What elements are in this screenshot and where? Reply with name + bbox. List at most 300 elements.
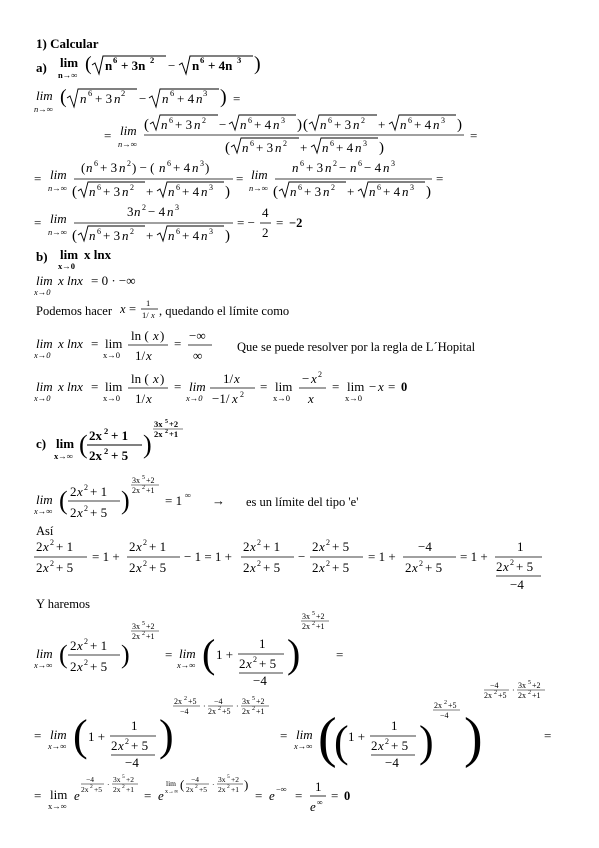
- svg-text:+5: +5: [448, 701, 457, 710]
- svg-text:lim: lim: [50, 787, 68, 802]
- svg-text:∞: ∞: [193, 348, 203, 363]
- svg-text:2: 2: [510, 558, 514, 567]
- svg-text:x: x: [43, 539, 49, 554]
- svg-text:) − (: ) − (: [132, 160, 155, 175]
- svg-text:1: 1: [391, 718, 398, 733]
- svg-text:x: x: [151, 310, 155, 320]
- svg-text:x: x: [250, 539, 256, 554]
- svg-text:lim: lim: [36, 88, 53, 103]
- svg-text:−4: −4: [125, 755, 139, 770]
- part-c-line-2: [34, 537, 554, 593]
- svg-text:6: 6: [97, 227, 101, 236]
- svg-text:+ 5: + 5: [391, 738, 409, 753]
- svg-text:+2: +2: [146, 622, 155, 631]
- svg-text:x→0: x→0: [34, 287, 51, 297]
- svg-text:1 +: 1 +: [348, 729, 366, 744]
- svg-text:2: 2: [239, 656, 246, 671]
- svg-text:=: =: [276, 215, 284, 230]
- svg-text:x: x: [153, 328, 159, 343]
- svg-text:+1: +1: [146, 632, 155, 641]
- svg-text:(: (: [144, 117, 149, 133]
- part-c-line-5: [34, 772, 414, 816]
- svg-text:2x: 2x: [484, 691, 492, 700]
- svg-text:x→∞: x→∞: [165, 789, 179, 795]
- svg-text:n: n: [240, 117, 247, 132]
- svg-text:·: ·: [512, 686, 515, 695]
- svg-text:2: 2: [70, 638, 77, 653]
- svg-text:+: +: [300, 140, 308, 155]
- svg-text:x: x: [118, 738, 124, 753]
- svg-text:2: 2: [283, 139, 287, 148]
- svg-text:−: −: [369, 379, 377, 394]
- svg-text:+ 5: + 5: [111, 448, 129, 463]
- svg-text:n: n: [89, 228, 96, 243]
- svg-text:3: 3: [200, 159, 204, 168]
- part-a-step-4: [34, 201, 334, 249]
- part-b-label: b): [36, 249, 48, 264]
- svg-text:+5: +5: [94, 785, 102, 794]
- svg-text:1: 1: [315, 779, 322, 794]
- svg-text:2x: 2x: [434, 701, 442, 710]
- svg-text:(: (: [303, 117, 308, 133]
- svg-text:n: n: [201, 228, 208, 243]
- svg-text:+5: +5: [498, 691, 507, 700]
- svg-text:n: n: [201, 184, 208, 199]
- svg-text:+2: +2: [316, 612, 325, 621]
- svg-text:(: (: [72, 228, 77, 244]
- svg-text:n: n: [86, 160, 93, 175]
- svg-text:1 +: 1 +: [216, 647, 234, 662]
- svg-text:=: =: [295, 788, 303, 803]
- svg-text:= 1 +: = 1 +: [368, 549, 396, 564]
- svg-text:x: x: [246, 656, 252, 671]
- svg-text:2: 2: [104, 426, 109, 436]
- svg-text:n→∞: n→∞: [48, 183, 67, 193]
- svg-text:x→∞: x→∞: [54, 451, 73, 461]
- svg-text:∞: ∞: [317, 798, 323, 807]
- svg-text:6: 6: [328, 116, 332, 125]
- svg-text:x: x: [146, 391, 152, 406]
- svg-text:2: 2: [70, 505, 77, 520]
- svg-text:(: (: [59, 640, 68, 669]
- svg-text:=: =: [34, 171, 42, 186]
- svg-text:5: 5: [165, 419, 168, 425]
- svg-text:x→0: x→0: [58, 261, 75, 271]
- svg-text:2: 2: [165, 429, 168, 435]
- svg-text:3: 3: [209, 227, 213, 236]
- svg-text:2: 2: [405, 560, 412, 575]
- svg-text:+1: +1: [532, 691, 541, 700]
- svg-text:2: 2: [419, 559, 423, 568]
- svg-text:= −: = −: [237, 215, 255, 230]
- svg-text:=: =: [144, 788, 152, 803]
- svg-text:lim: lim: [105, 336, 123, 351]
- svg-text:=: =: [233, 91, 241, 106]
- svg-text:+ 4: + 4: [336, 140, 354, 155]
- svg-text:1: 1: [517, 539, 524, 554]
- svg-text:x lnx: x lnx: [58, 336, 83, 351]
- part-c-line-3: [34, 607, 364, 687]
- svg-text:3x: 3x: [218, 775, 226, 784]
- svg-text:·: ·: [107, 780, 110, 789]
- svg-text:− 4: − 4: [364, 160, 382, 175]
- svg-text:2: 2: [385, 737, 389, 746]
- svg-text:+1: +1: [169, 429, 179, 439]
- svg-text:n: n: [192, 160, 199, 175]
- svg-text:5: 5: [312, 611, 315, 617]
- svg-text:=: =: [260, 379, 268, 394]
- svg-text:n: n: [114, 91, 121, 106]
- svg-text:n: n: [168, 228, 175, 243]
- svg-text:6: 6: [300, 159, 304, 168]
- svg-text:6: 6: [250, 139, 254, 148]
- svg-text:−4: −4: [490, 681, 499, 690]
- svg-text:3x: 3x: [113, 775, 121, 784]
- svg-text:n: n: [80, 91, 87, 106]
- svg-text:+1: +1: [231, 785, 239, 794]
- svg-text:(: (: [318, 707, 337, 769]
- svg-text:+ 4: + 4: [414, 117, 432, 132]
- svg-text:): ): [225, 228, 230, 244]
- svg-text:1: 1: [259, 636, 266, 651]
- svg-text:+ 1: + 1: [263, 539, 281, 554]
- svg-text:lim: lim: [50, 167, 67, 182]
- svg-text:(: (: [73, 711, 88, 760]
- svg-text:−1/: −1/: [212, 391, 230, 406]
- svg-text:4: 4: [262, 205, 269, 220]
- svg-text:2: 2: [361, 116, 365, 125]
- svg-text:lim: lim: [179, 646, 196, 661]
- svg-text:+ 3n: + 3n: [121, 58, 146, 73]
- svg-text:lim: lim: [60, 55, 79, 70]
- svg-text:+5: +5: [188, 697, 197, 706]
- svg-text:lim: lim: [166, 779, 177, 788]
- svg-text:x→∞: x→∞: [48, 741, 67, 751]
- svg-text:1/: 1/: [135, 348, 146, 363]
- svg-text:(: (: [180, 777, 185, 792]
- svg-text:n: n: [273, 117, 280, 132]
- svg-text:x: x: [136, 539, 142, 554]
- svg-text:+1: +1: [126, 785, 134, 794]
- svg-text:): ): [297, 117, 302, 133]
- svg-text:+ 5: + 5: [90, 659, 108, 674]
- svg-text:2: 2: [240, 390, 244, 399]
- svg-text:3x: 3x: [302, 612, 310, 621]
- svg-text:6: 6: [94, 159, 98, 168]
- svg-text:3x: 3x: [242, 697, 250, 706]
- part-a-statement: [58, 52, 278, 82]
- part-c-line-4: [34, 678, 594, 778]
- svg-text:6: 6: [167, 159, 171, 168]
- svg-text:lim: lim: [36, 336, 53, 351]
- svg-text:+ 1: + 1: [56, 539, 74, 554]
- svg-text:−4: −4: [440, 711, 449, 720]
- svg-text:2x: 2x: [174, 697, 182, 706]
- part-a-step-2: [104, 113, 484, 161]
- svg-text:x: x: [319, 560, 325, 575]
- svg-text:=: =: [236, 171, 244, 186]
- part-b-line-1: [34, 272, 174, 298]
- svg-text:−4: −4: [180, 707, 189, 716]
- svg-text:−: −: [219, 117, 227, 132]
- svg-text:+ 4: + 4: [182, 184, 200, 199]
- part-b-result: 0: [401, 380, 408, 394]
- part-b-text-1-tail: , quedando el límite como: [159, 304, 290, 318]
- svg-text:−4: −4: [191, 775, 199, 784]
- svg-text:2: 2: [257, 559, 261, 568]
- svg-text:+ 5: + 5: [425, 560, 443, 575]
- svg-text:6: 6: [113, 55, 118, 65]
- svg-text:2: 2: [318, 370, 322, 379]
- svg-text:2x: 2x: [154, 429, 163, 439]
- svg-text:2: 2: [496, 559, 503, 574]
- svg-text:2: 2: [326, 538, 330, 547]
- svg-text:x: x: [136, 560, 142, 575]
- svg-text:x→0: x→0: [34, 350, 51, 360]
- svg-text:n: n: [105, 58, 113, 73]
- svg-text:x: x: [250, 560, 256, 575]
- part-a-step-1: [34, 84, 274, 116]
- svg-text:+ 4: + 4: [254, 117, 272, 132]
- svg-text:): ): [160, 328, 165, 343]
- svg-text:n: n: [322, 140, 329, 155]
- svg-text:5: 5: [142, 621, 145, 627]
- part-c-y-haremos: Y haremos: [36, 597, 91, 611]
- svg-text:2: 2: [127, 159, 131, 168]
- svg-text:−4: −4: [86, 775, 94, 784]
- exercise-heading: 1) Calcular: [36, 36, 99, 51]
- svg-text:n: n: [162, 91, 169, 106]
- svg-text:x lnx: x lnx: [84, 247, 112, 262]
- svg-text:x: x: [308, 391, 314, 406]
- svg-text:2: 2: [444, 700, 447, 706]
- svg-text:n: n: [290, 184, 297, 199]
- svg-text:n: n: [292, 160, 299, 175]
- svg-text:+2: +2: [532, 681, 541, 690]
- svg-text:(: (: [273, 184, 278, 200]
- svg-text:+ 4: + 4: [173, 160, 191, 175]
- svg-text:n: n: [134, 204, 141, 219]
- svg-text:x: x: [234, 371, 240, 386]
- svg-text:2: 2: [36, 539, 43, 554]
- svg-text:2: 2: [50, 559, 54, 568]
- part-b-statement: [58, 246, 138, 272]
- svg-text:n: n: [400, 117, 407, 132]
- svg-text:x→0: x→0: [273, 393, 290, 403]
- svg-text:=: =: [165, 647, 173, 662]
- svg-text:n: n: [161, 117, 168, 132]
- svg-text:n: n: [196, 91, 203, 106]
- svg-text:lim: lim: [105, 379, 123, 394]
- svg-text:+: +: [378, 117, 386, 132]
- svg-text:+ 1: + 1: [90, 638, 108, 653]
- svg-text:+2: +2: [256, 697, 265, 706]
- svg-text:n: n: [119, 160, 126, 175]
- svg-text:): ): [457, 117, 462, 133]
- svg-text:+ 3: + 3: [100, 160, 118, 175]
- part-b-comment: Que se puede resolver por la regla de L´Hopital: [237, 340, 476, 354]
- svg-text:=: =: [436, 171, 444, 186]
- svg-text:lim: lim: [36, 492, 53, 507]
- svg-text:5: 5: [252, 696, 255, 702]
- svg-text:−: −: [302, 371, 310, 386]
- svg-text:−: −: [168, 58, 176, 73]
- svg-text:6: 6: [97, 183, 101, 192]
- svg-text:2: 2: [142, 631, 145, 637]
- svg-text:2: 2: [84, 637, 88, 646]
- svg-text:x: x: [77, 638, 83, 653]
- svg-text:+ 5: + 5: [332, 539, 350, 554]
- svg-text:n: n: [355, 140, 362, 155]
- svg-text:6: 6: [176, 183, 180, 192]
- svg-text:2: 2: [333, 159, 337, 168]
- svg-text:2: 2: [528, 690, 531, 696]
- svg-text:=: =: [104, 128, 112, 143]
- svg-text:ln (: ln (: [131, 328, 149, 343]
- svg-text:n→∞: n→∞: [118, 139, 137, 149]
- svg-text:1: 1: [131, 718, 138, 733]
- svg-text:e: e: [269, 788, 275, 803]
- svg-text:x lnx: x lnx: [58, 273, 83, 288]
- svg-text:n: n: [168, 184, 175, 199]
- svg-text:lim: lim: [50, 727, 67, 742]
- svg-text:(: (: [59, 486, 68, 515]
- svg-text:6: 6: [298, 183, 302, 192]
- svg-text:lim: lim: [296, 727, 313, 742]
- svg-text:+: +: [347, 184, 355, 199]
- svg-text:2x: 2x: [89, 448, 102, 463]
- svg-text:ln (: ln (: [131, 371, 149, 386]
- svg-text:x: x: [146, 348, 152, 363]
- svg-text:−4: −4: [214, 697, 223, 706]
- svg-text:n: n: [242, 140, 249, 155]
- part-c-result: 0: [344, 789, 351, 803]
- svg-text:2: 2: [326, 559, 330, 568]
- svg-text:x: x: [43, 560, 49, 575]
- svg-text:1/: 1/: [223, 371, 234, 386]
- svg-text:+ 3: + 3: [306, 160, 324, 175]
- svg-text:−4: −4: [510, 577, 524, 592]
- svg-text:6: 6: [176, 227, 180, 236]
- svg-text:+ 5: + 5: [263, 560, 281, 575]
- svg-text:x: x: [503, 559, 509, 574]
- svg-text:=: =: [34, 215, 42, 230]
- part-b-text-1: Podemos hacer: [36, 304, 113, 318]
- svg-text:6: 6: [170, 88, 175, 98]
- svg-text:+ 5: + 5: [516, 559, 534, 574]
- svg-text:x→0: x→0: [186, 393, 203, 403]
- svg-text:1/: 1/: [142, 310, 149, 320]
- svg-text:e: e: [74, 788, 80, 803]
- part-c-arrow: →: [212, 493, 225, 508]
- svg-text:x→0: x→0: [34, 393, 51, 403]
- svg-text:): ): [254, 53, 261, 75]
- svg-text:3: 3: [281, 116, 285, 125]
- svg-text:3: 3: [127, 204, 134, 219]
- svg-text:): ): [225, 184, 230, 200]
- svg-text:2: 2: [253, 655, 257, 664]
- svg-text:x: x: [232, 391, 238, 406]
- svg-text:∞: ∞: [185, 490, 192, 500]
- svg-text:3x: 3x: [154, 419, 163, 429]
- svg-text:e: e: [310, 799, 316, 814]
- svg-text:=: =: [331, 788, 339, 803]
- svg-text:−: −: [298, 549, 306, 564]
- svg-text:1: 1: [146, 298, 151, 308]
- svg-text:): ): [205, 160, 210, 175]
- svg-text:=: =: [470, 128, 478, 143]
- svg-text:+2: +2: [231, 775, 239, 784]
- svg-text:3: 3: [363, 139, 367, 148]
- svg-text:): ): [143, 430, 152, 459]
- svg-text:2: 2: [494, 690, 497, 696]
- svg-text:=: =: [388, 379, 396, 394]
- svg-text:n: n: [192, 58, 200, 73]
- svg-text:·: ·: [203, 702, 206, 711]
- svg-text:6: 6: [408, 116, 412, 125]
- svg-text:(: (: [334, 717, 349, 766]
- svg-text:n: n: [167, 204, 174, 219]
- svg-text:lim: lim: [60, 247, 79, 262]
- svg-text:2: 2: [121, 88, 126, 98]
- svg-text:2: 2: [227, 784, 230, 790]
- svg-text:−∞: −∞: [189, 328, 206, 343]
- svg-text:2: 2: [122, 784, 125, 790]
- svg-text:): ): [419, 717, 434, 766]
- svg-text:+1: +1: [316, 622, 325, 631]
- part-c-comment: es un límite del tipo 'e': [246, 495, 359, 509]
- svg-text:x→∞: x→∞: [34, 506, 53, 516]
- svg-text:2: 2: [257, 538, 261, 547]
- svg-text:+: +: [146, 184, 154, 199]
- svg-text:2: 2: [36, 560, 43, 575]
- svg-text:x→0: x→0: [103, 393, 120, 403]
- svg-text:2: 2: [104, 446, 109, 456]
- svg-text:n→∞: n→∞: [34, 104, 53, 114]
- svg-text:2: 2: [125, 737, 129, 746]
- svg-text:n: n: [194, 117, 201, 132]
- svg-text:= 0 · −∞: = 0 · −∞: [91, 273, 136, 288]
- svg-text:3x: 3x: [132, 622, 140, 631]
- svg-text:2: 2: [142, 203, 146, 212]
- svg-text:·: ·: [236, 702, 239, 711]
- part-a-result: −2: [289, 216, 303, 230]
- svg-text:−4: −4: [253, 673, 267, 687]
- svg-text:+ 5: + 5: [259, 656, 277, 671]
- svg-text:+ 3: + 3: [175, 117, 193, 132]
- svg-text:=: =: [91, 379, 99, 394]
- svg-text:−: −: [339, 160, 347, 175]
- svg-text:−∞: −∞: [276, 784, 287, 794]
- svg-text:lim: lim: [36, 646, 53, 661]
- svg-text:2: 2: [243, 539, 250, 554]
- svg-text:=: =: [91, 336, 99, 351]
- svg-text:+ 3: + 3: [95, 91, 113, 106]
- svg-text:(: (: [225, 140, 230, 156]
- svg-text:−: −: [139, 91, 147, 106]
- svg-text:=: =: [174, 336, 182, 351]
- svg-text:): ): [121, 486, 130, 515]
- svg-text:2: 2: [50, 538, 54, 547]
- svg-text:n: n: [320, 117, 327, 132]
- svg-text:): ): [159, 711, 174, 760]
- svg-text:+5: +5: [199, 785, 207, 794]
- svg-text:n: n: [353, 117, 360, 132]
- svg-text:n: n: [369, 184, 376, 199]
- svg-text:5: 5: [227, 774, 230, 780]
- svg-text:n: n: [433, 117, 440, 132]
- svg-text:2: 2: [202, 116, 206, 125]
